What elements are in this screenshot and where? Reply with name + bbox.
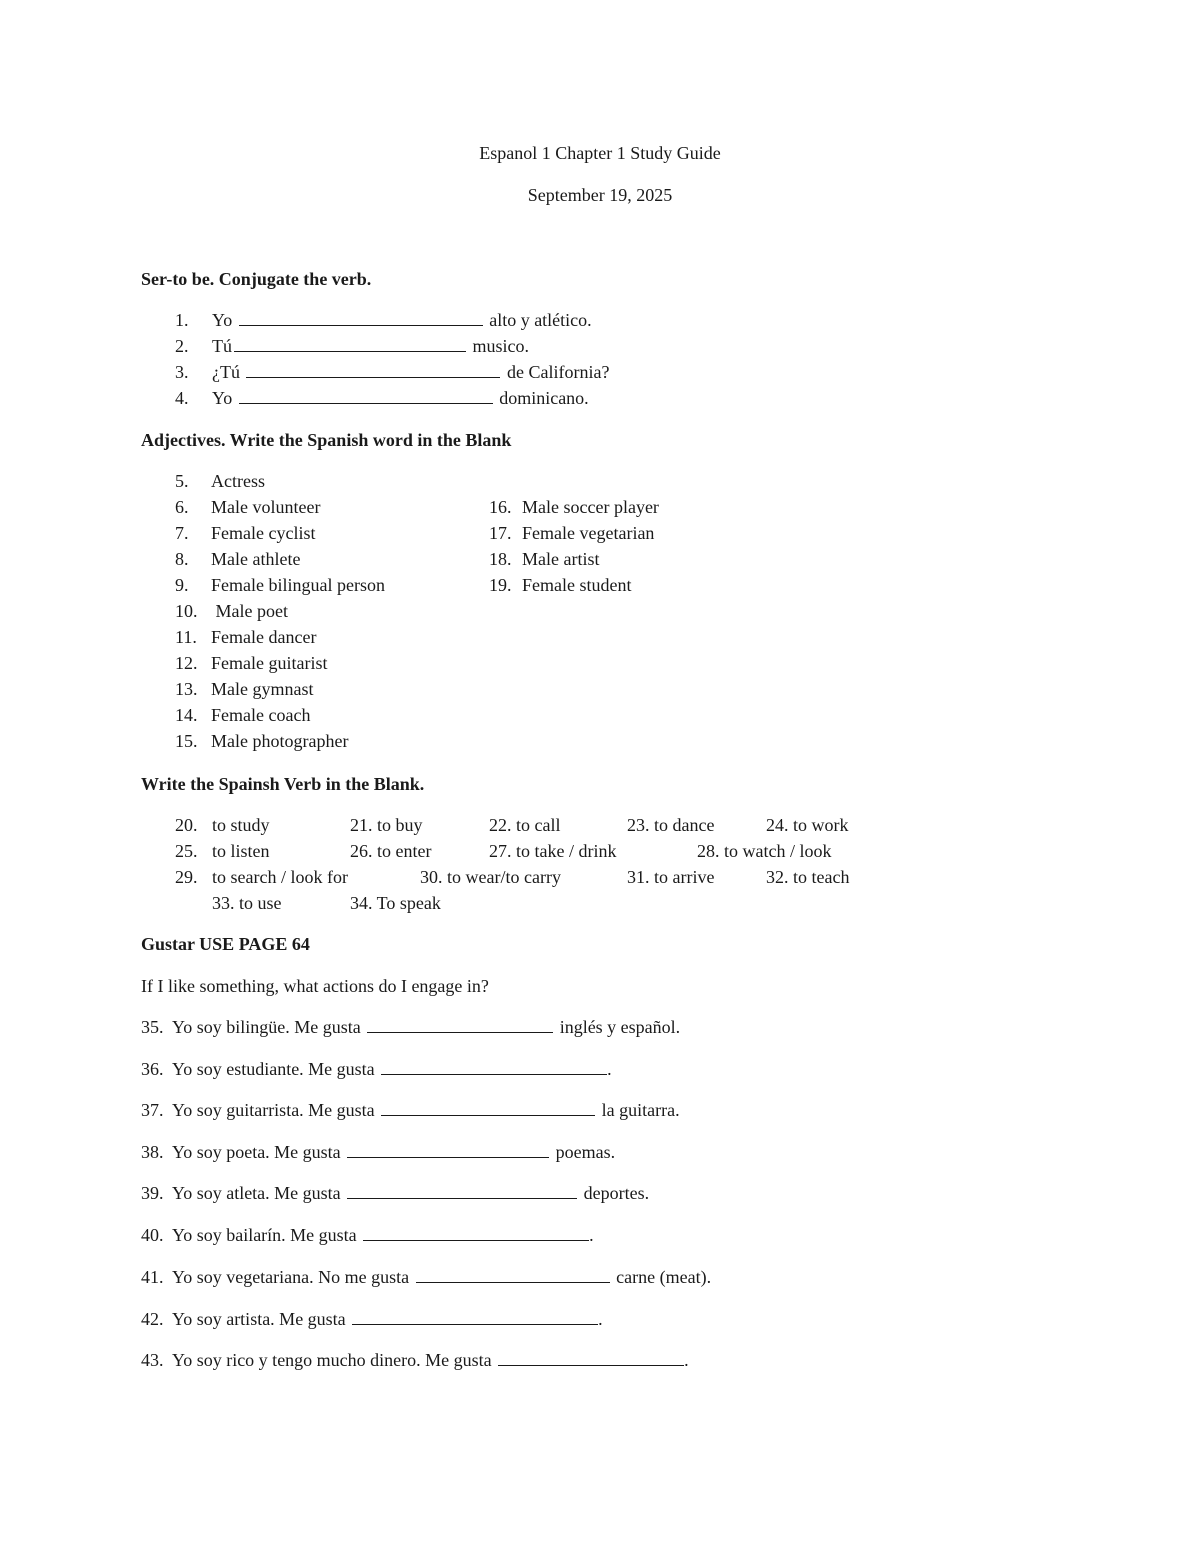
item-text: Male athlete [211, 549, 301, 569]
answer-blank[interactable] [498, 1350, 684, 1366]
gustar-item [141, 1308, 603, 1330]
verb-item: 24. to work [766, 815, 849, 835]
item-prompt: Yo [212, 310, 233, 330]
item-suffix: poemas. [555, 1142, 616, 1162]
answer-blank[interactable] [234, 336, 466, 352]
item-text: Female guitarist [211, 653, 328, 673]
item-prompt: Yo soy atleta. Me gusta [172, 1183, 341, 1203]
item-number: 5. [175, 471, 189, 491]
item-number: 16. [489, 497, 512, 517]
item-text: Male gymnast [211, 679, 314, 699]
item-number: 19. [489, 575, 512, 595]
item-number: 3. [175, 362, 189, 382]
item-text: Male volunteer [211, 497, 321, 517]
ser-item [175, 387, 589, 409]
item-text: Female vegetarian [522, 523, 655, 543]
adjective-item [175, 522, 316, 544]
item-suffix: . [598, 1309, 603, 1329]
answer-blank[interactable] [381, 1100, 595, 1116]
item-prompt: Yo soy bailarín. Me gusta [172, 1225, 357, 1245]
item-suffix: inglés y español. [559, 1017, 681, 1037]
section-heading-ser: Ser-to be. Conjugate the verb. [141, 269, 372, 289]
document-title: Espanol 1 Chapter 1 Study Guide [479, 143, 721, 163]
item-prompt: Yo soy bilingüe. Me gusta [172, 1017, 361, 1037]
item-number: 18. [489, 549, 512, 569]
item-text: Male artist [522, 549, 600, 569]
adjective-item [175, 574, 385, 596]
adjective-item [489, 574, 632, 596]
verb-item: 29. [175, 867, 198, 887]
section-heading-gustar: Gustar USE PAGE 64 [141, 934, 310, 954]
ser-item [175, 335, 529, 357]
gustar-item [141, 1224, 594, 1246]
item-number: 37. [141, 1100, 164, 1120]
item-suffix: de California? [506, 362, 610, 382]
adjective-item [175, 548, 301, 570]
item-prompt: ¿Tú [212, 362, 240, 382]
item-suffix: musico. [472, 336, 529, 356]
ser-item [175, 361, 610, 383]
item-number: 4. [175, 388, 189, 408]
verb-item: 20. [175, 815, 198, 835]
item-text: Female student [522, 575, 632, 595]
item-text: Male photographer [211, 731, 349, 751]
answer-blank[interactable] [381, 1059, 607, 1075]
gustar-item [141, 1141, 615, 1163]
verb-item: 27. to take / drink [489, 841, 617, 861]
item-number: 13. [175, 679, 198, 699]
answer-blank[interactable] [239, 310, 483, 326]
verb-item: 34. To speak [350, 893, 441, 913]
item-suffix: carne (meat). [616, 1267, 712, 1287]
adjective-item [175, 704, 311, 726]
gustar-item [141, 1182, 649, 1204]
item-prompt: Yo soy rico y tengo mucho dinero. Me gusta [172, 1350, 492, 1370]
item-suffix: . [607, 1059, 612, 1079]
verb-item: 31. to arrive [627, 867, 715, 887]
adjective-item [489, 496, 659, 518]
section-heading-verbs: Write the Spainsh Verb in the Blank. [141, 774, 425, 794]
adjective-item [175, 730, 349, 752]
answer-blank[interactable] [367, 1017, 553, 1033]
item-text: Female bilingual person [211, 575, 385, 595]
item-number: 43. [141, 1350, 164, 1370]
answer-blank[interactable] [239, 388, 493, 404]
item-suffix: alto y atlético. [489, 310, 592, 330]
answer-blank[interactable] [347, 1183, 577, 1199]
verb-item: 33. to use [212, 893, 282, 913]
item-number: 9. [175, 575, 189, 595]
item-text: Female dancer [211, 627, 317, 647]
ser-item [175, 309, 592, 331]
adjective-item [175, 600, 288, 622]
item-text: Actress [211, 471, 265, 491]
answer-blank[interactable] [246, 362, 500, 378]
item-number: 38. [141, 1142, 164, 1162]
item-suffix: . [684, 1350, 689, 1370]
item-number: 41. [141, 1267, 164, 1287]
adjective-item [175, 678, 314, 700]
item-number: 35. [141, 1017, 164, 1037]
item-text: Male soccer player [522, 497, 659, 517]
verb-item: to study [212, 815, 270, 835]
document-date: September 19, 2025 [527, 185, 673, 205]
gustar-item [141, 1266, 711, 1288]
item-number: 8. [175, 549, 189, 569]
item-text: Female coach [211, 705, 311, 725]
verb-item: 30. to wear/to carry [420, 867, 561, 887]
answer-blank[interactable] [347, 1142, 549, 1158]
item-prompt: Yo soy vegetariana. No me gusta [172, 1267, 410, 1287]
adjective-item [175, 652, 328, 674]
item-number: 15. [175, 731, 198, 751]
item-prompt: Yo soy artista. Me gusta [172, 1309, 346, 1329]
gustar-intro: If I like something, what actions do I engage in? [141, 976, 489, 996]
item-number: 1. [175, 310, 189, 330]
answer-blank[interactable] [416, 1267, 610, 1283]
item-number: 10. [175, 601, 198, 621]
answer-blank[interactable] [352, 1309, 598, 1325]
item-number: 14. [175, 705, 198, 725]
item-number: 36. [141, 1059, 164, 1079]
gustar-item [141, 1349, 689, 1371]
item-number: 2. [175, 336, 189, 356]
item-prompt: Yo soy guitarrista. Me gusta [172, 1100, 375, 1120]
item-suffix: . [589, 1225, 594, 1245]
gustar-item [141, 1099, 680, 1121]
verb-item: 22. to call [489, 815, 561, 835]
verb-item: 32. to teach [766, 867, 850, 887]
item-number: 17. [489, 523, 512, 543]
adjective-item [175, 626, 317, 648]
item-suffix: la guitarra. [601, 1100, 680, 1120]
adjective-item [489, 548, 600, 570]
item-text: Female cyclist [211, 523, 316, 543]
section-heading-adjectives: Adjectives. Write the Spanish word in the Blank [141, 430, 512, 450]
verb-item: to listen [212, 841, 270, 861]
answer-blank[interactable] [363, 1225, 589, 1241]
item-number: 7. [175, 523, 189, 543]
adjective-item [489, 522, 655, 544]
item-prompt: Yo soy estudiante. Me gusta [172, 1059, 375, 1079]
item-number: 11. [175, 627, 197, 647]
adjective-item [175, 496, 321, 518]
gustar-item [141, 1058, 612, 1080]
verb-item: 26. to enter [350, 841, 432, 861]
verb-item: 23. to dance [627, 815, 715, 835]
item-number: 6. [175, 497, 189, 517]
verb-item: 28. to watch / look [697, 841, 832, 861]
item-text: Male poet [211, 601, 288, 621]
item-number: 40. [141, 1225, 164, 1245]
item-number: 42. [141, 1309, 164, 1329]
item-suffix: dominicano. [499, 388, 589, 408]
item-suffix: deportes. [583, 1183, 650, 1203]
item-prompt: Yo soy poeta. Me gusta [172, 1142, 341, 1162]
item-prompt: Yo [212, 388, 233, 408]
verb-item: to search / look for [212, 867, 348, 887]
gustar-item [141, 1016, 680, 1038]
adjective-item [175, 470, 265, 492]
verb-item: 21. to buy [350, 815, 423, 835]
item-number: 39. [141, 1183, 164, 1203]
item-prompt: Tú [212, 336, 232, 356]
verb-item: 25. [175, 841, 198, 861]
item-number: 12. [175, 653, 198, 673]
